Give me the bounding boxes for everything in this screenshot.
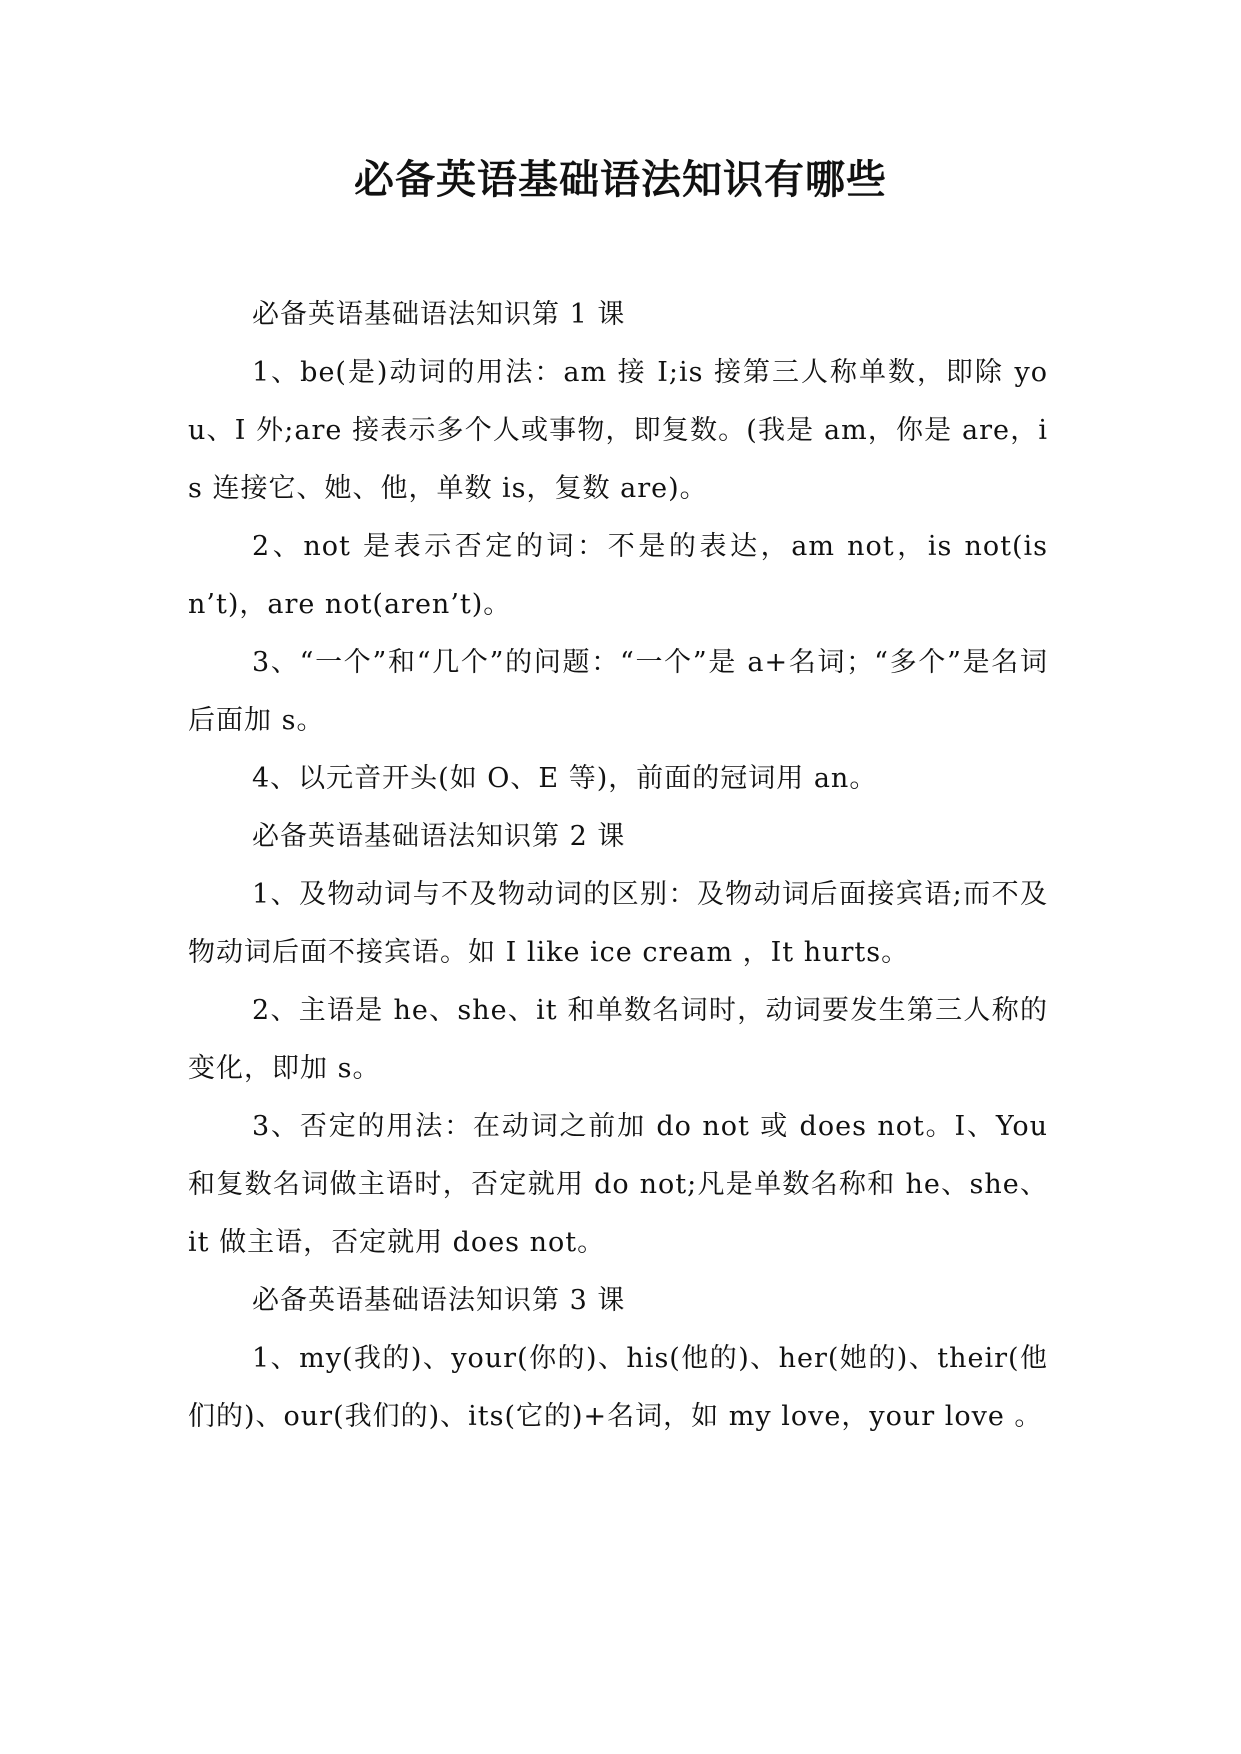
section-heading: 必备英语基础语法知识第 1 课 bbox=[252, 299, 626, 330]
paragraph: 3、否定的用法：在动词之前加 do not 或 does not。I、You 和复数名词做主语时，否定就用 do not;凡是单数名称和 he、she、it 做主语，否定就用 does not。 bbox=[188, 1111, 1048, 1258]
paragraph: 2、not 是表示否定的词：不是的表达，am not，is not(isn’t)，are not(aren’t)。 bbox=[188, 531, 1048, 620]
document-title: 必备英语基础语法知识有哪些 bbox=[354, 156, 887, 203]
document-body bbox=[188, 286, 1048, 1446]
paragraph: 1、及物动词与不及物动词的区别：及物动词后面接宾语;而不及物动词后面不接宾语。如 I like ice cream ，It hurts。 bbox=[188, 879, 1048, 968]
paragraph: 1、my(我的)、your(你的)、his(他的)、her(她的)、their(他们的)、our(我们的)、its(它的)+名词，如 my love，your love 。 bbox=[188, 1343, 1048, 1432]
paragraph: 3、“一个”和“几个”的问题：“一个”是 a+名词；“多个”是名词后面加 s。 bbox=[188, 647, 1048, 736]
section-heading: 必备英语基础语法知识第 2 课 bbox=[252, 821, 626, 852]
paragraph: 1、be(是)动词的用法：am 接 I;is 接第三人称单数，即除 you、I 外;are 接表示多个人或事物，即复数。(我是 am，你是 are，is 连接它、她、他，单数 is，复数 are)。 bbox=[188, 357, 1048, 504]
section-heading: 必备英语基础语法知识第 3 课 bbox=[252, 1285, 626, 1316]
paragraph: 2、主语是 he、she、it 和单数名词时，动词要发生第三人称的变化，即加 s。 bbox=[188, 995, 1048, 1084]
paragraph: 4、以元音开头(如 O、E 等)，前面的冠词用 an。 bbox=[252, 763, 878, 794]
